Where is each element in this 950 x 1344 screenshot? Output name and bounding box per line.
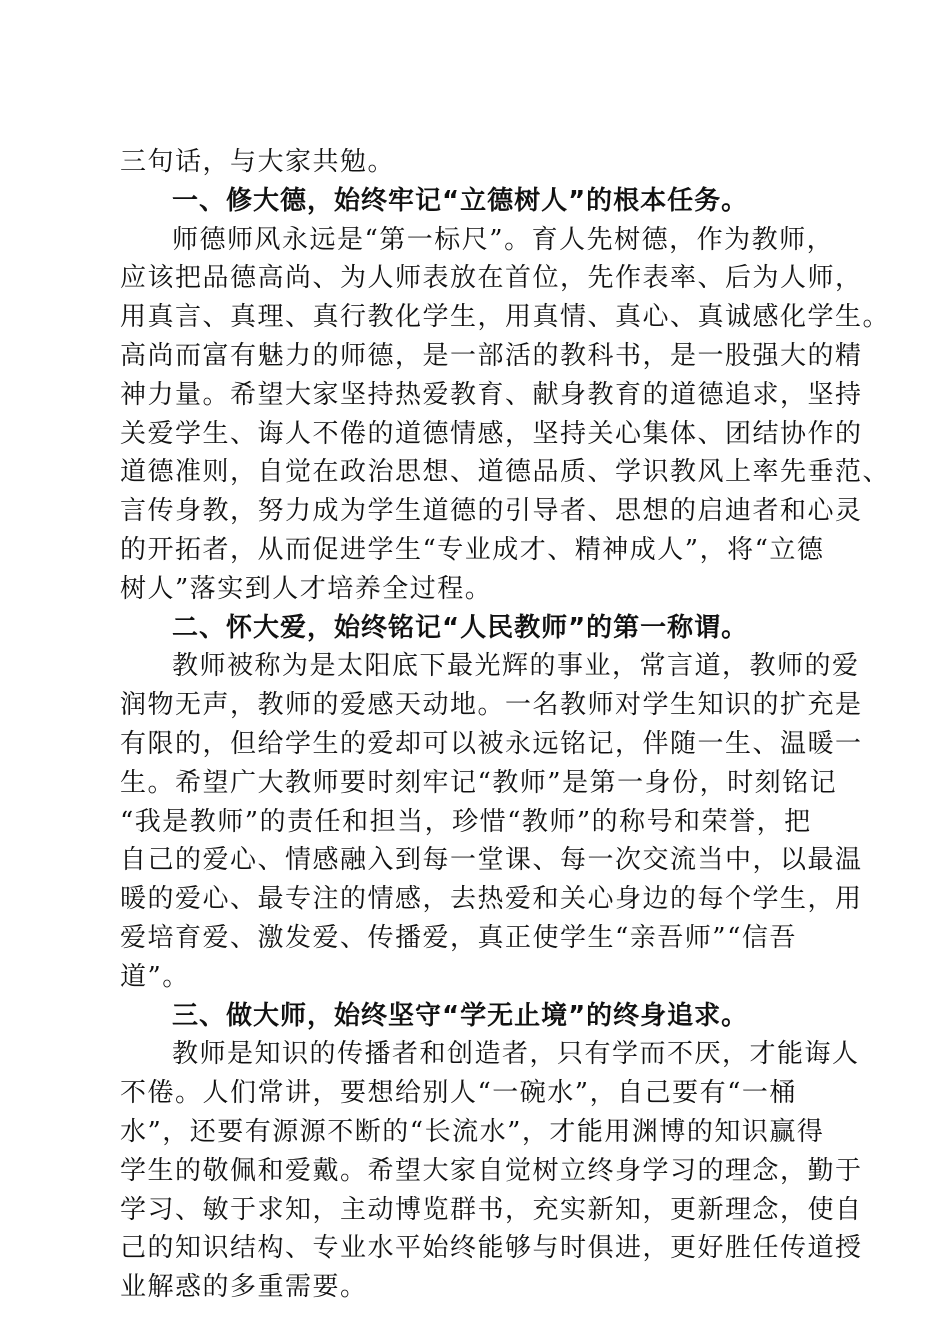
document-page — [120, 143, 891, 1307]
section-1-line-4: 高尚而富有魅力的师德，是一部活的教科书，是一股强大的精 — [120, 340, 863, 371]
section-2-line-9: 道”。 — [120, 961, 190, 992]
section-2-heading: 二、怀大爱，始终铭记“人民教师”的第一称谓。 — [172, 612, 749, 643]
section-2-line-1: 教师被称为是太阳底下最光辉的事业，常言道，教师的爱 — [172, 651, 860, 682]
section-3-line-2: 不倦。人们常讲，要想给别人“一碗水”，自己要有“一桶 — [120, 1078, 797, 1109]
section-1-heading: 一、修大德，始终牢记“立德树人”的根本任务。 — [172, 185, 749, 216]
section-2-line-2: 润物无声，教师的爱感天动地。一名教师对学生知识的扩充是 — [120, 690, 863, 721]
section-1-line-9: 的开拓者，从而促进学生“专业成才、精神成人”，将“立德 — [120, 534, 825, 565]
section-2-line-5: “我是教师”的责任和担当，珍惜“教师”的称号和荣誉，把 — [120, 806, 812, 837]
section-3-line-5: 学习、敏于求知，主动博览群书，充实新知，更新理念，使自 — [120, 1194, 863, 1225]
section-1-line-8: 言传身教，努力成为学生道德的引导者、思想的启迪者和心灵 — [120, 496, 863, 527]
section-3-line-1: 教师是知识的传播者和创造者，只有学而不厌，才能诲人 — [172, 1039, 860, 1070]
section-1-line-2: 应该把品德高尚、为人师表放在首位，先作表率、后为人师， — [120, 263, 863, 294]
section-2-line-6: 自己的爱心、情感融入到每一堂课、每一次交流当中，以最温 — [120, 845, 863, 876]
section-2-line-8: 爱培育爱、激发爱、传播爱，真正使学生“亲吾师”“信吾 — [120, 922, 797, 953]
section-1-line-5: 神力量。希望大家坚持热爱教育、献身教育的道德追求，坚持 — [120, 379, 863, 410]
section-2-line-7: 暖的爱心、最专注的情感，去热爱和关心身边的每个学生，用 — [120, 884, 863, 915]
section-1-line-3: 用真言、真理、真行教化学生，用真情、真心、真诚感化学生。 — [120, 302, 891, 333]
section-3-line-4: 学生的敬佩和爱戴。希望大家自觉树立终身学习的理念，勤于 — [120, 1155, 863, 1186]
section-1-line-1: 师德师风永远是“第一标尺”。育人先树德，作为教师， — [172, 224, 835, 255]
section-1-line-6: 关爱学生、诲人不倦的道德情感，坚持关心集体、团结协作的 — [120, 418, 863, 449]
section-1-line-7: 道德准则，自觉在政治思想、道德品质、学识教风上率先垂范、 — [120, 457, 891, 488]
section-3-heading: 三、做大师，始终坚守“学无止境”的终身追求。 — [172, 1000, 749, 1031]
section-1-line-10: 树人”落实到人才培养全过程。 — [120, 573, 493, 604]
section-2-line-3: 有限的，但给学生的爱却可以被永远铭记，伴随一生、温暖一 — [120, 728, 863, 759]
section-3-line-6: 己的知识结构、专业水平始终能够与时俱进，更好胜任传道授 — [120, 1233, 863, 1264]
section-3-line-7: 业解惑的多重需要。 — [120, 1272, 368, 1303]
section-2-line-4: 生。希望广大教师要时刻牢记“教师”是第一身份，时刻铭记 — [120, 767, 838, 798]
intro-line: 三句话，与大家共勉。 — [120, 147, 396, 177]
section-3-line-3: 水”，还要有源源不断的“长流水”，才能用渊博的知识赢得 — [120, 1116, 825, 1147]
